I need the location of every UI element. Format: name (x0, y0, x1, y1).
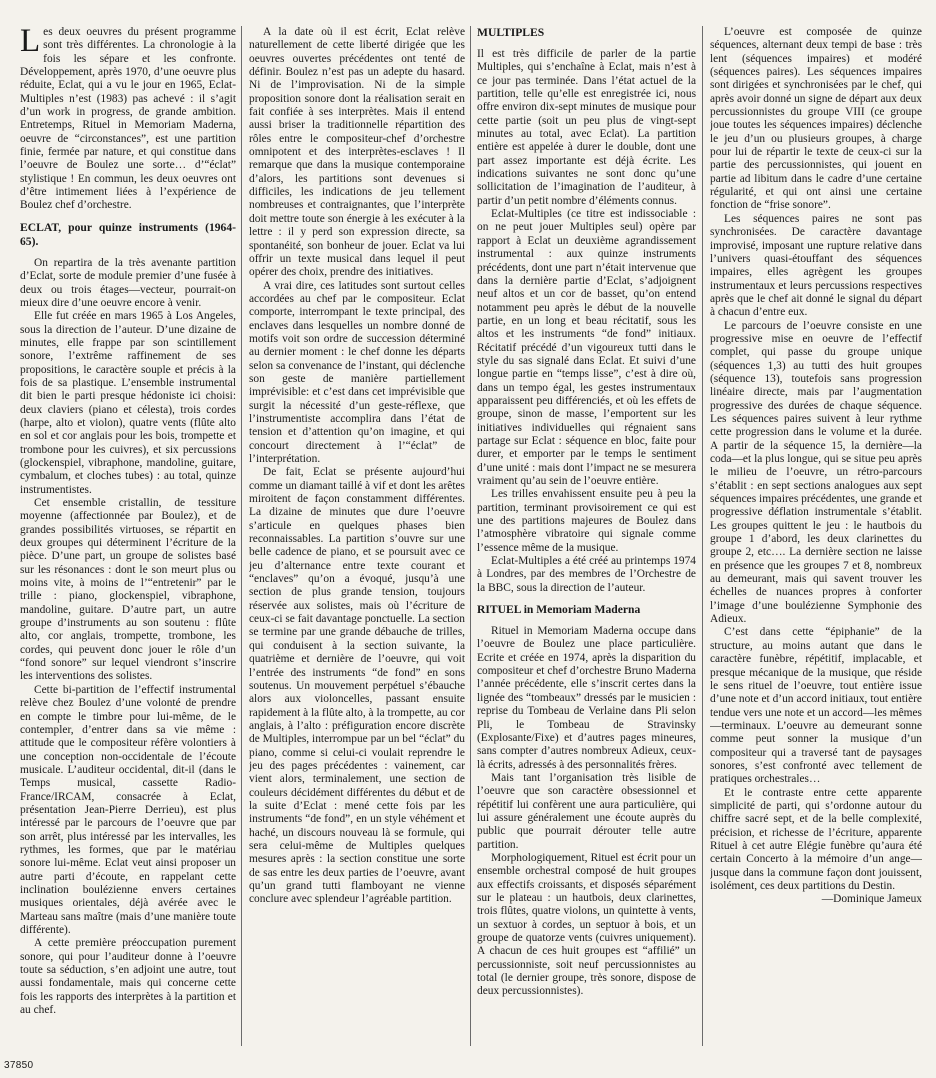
multiples-paragraph-4: Eclat-Multiples a été créé au printemps 1974 à Londres, par des membres de l’Orchestre de la BBC, sous la direction de l’auteur. (477, 555, 696, 594)
rituel-paragraph-3: Morphologiquement, Rituel est écrit pour un ensemble orchestral composé de huit groupes aux effectifs croissants, et disposés séparément sur le plateau : un hautbois, deux clarinettes, trois flûtes, quatre violons, un quintette à vents, un sextuor à cordes, un septuor à bois, et un groupe de quatorze vents (cuivres uniquement). A chacun de ces huit groupes est “affilié” un percussionniste, soit neuf percussionnistes au total (le dernier groupe, très sonore, dispose de deux percussionnistes). (477, 851, 696, 998)
intro-paragraph (20, 26, 236, 213)
eclat-paragraph-1: On repartira de la très avenante partition d’Eclat, sorte de module premier d’une fusée à deux ou trois étages—vecteur, pourrait-on mieux dire d’une oeuvre encore à venir. (20, 256, 236, 309)
author-signature: —Dominique Jameux (821, 893, 922, 906)
multiples-paragraph-2: Eclat-Multiples (ce titre est indissociable : on ne peut jouer Multiples seul) opère par rapport à Eclat un deuxième agrandissement instrumental : aux quinze instruments précédents, dont une part n’était intervenue que dans la dernière partie d’Eclat, s’adjoignent neuf altos et un cor de basset, qu’on entend notamment peu après le début de la nouvelle partie, en un long et beau récitatif, sous les altos et les instruments “de fond” initiaux. Récitatif précédé d’un vigoureux tutti dans le style du sas signalé dans Eclat. Et suivi d’une longue partie en “temps lisse”, c’est à dire où, dans un tempo égal, les gestes instrumentaux apparaissent peu différenciés, et où les effets de groupe, sinon de masse, l’emportent sur les initiatives individuelles qui régnaient sans partage sur Eclat : séquence en bloc, faite pour durer, et emporter par le temps le sentiment d’une unité : mais dont l’impact ne se mesurera vraiment qu’au sein de l’oeuvre entière. (477, 208, 696, 487)
column-4 (710, 26, 922, 1051)
eclat-paragraph-6: A la date où il est écrit, Eclat relève naturellement de cette liberté dirigée que les oeuvres ouvertes précédentes ont tenté de définir. Boulez n’est pas un adepte du hasard. Ni de l’improvisation. Ni de la simple proposition sonore dont la réalisation serait en fait confiée à ses interprètes. Mais il entend aussi briser la traditionnelle répartition des rôles entre le compositeur-chef d’orchestre omnipotent et des interprètes-esclaves ! Il remarque que dans la musique contemporaine d’alors, les partitions sont devenues si difficiles, les indications de jeu tellement nombreuses et contraignantes, que l’interprète doit mettre toute son énergie à les exécuter à la lettre : il y perd son expression directe, sa spontanéité, son bonheur de jouer. Eclat va lui offrir un texte musical dans lequel il peut opérer des choix, prendre des initiatives. (249, 26, 465, 279)
multiples-heading: MULTIPLES (477, 26, 545, 39)
eclat-paragraph-7: A vrai dire, ces latitudes sont surtout celles accordées au chef par le compositeur. Eclat comporte, interrompant le texte principal, des enclaves dans lesquelles un nombre donné de motifs voit son ordre de succession déterminé au dernier moment : le chef donne les départs selon sa convenance de l’instant, qui déclenche son geste de manière partiellement imprévisible: et c’est dans cet imprévisible que surgit la nécessité d’un geste-réflexe, que l’instrumentiste accomplira dans l’état de tension et d’attention qu’on imagine, et qui concourt directement à l’“éclat” de l’interprétation. (249, 279, 465, 465)
column-1 (20, 26, 236, 1051)
intro-text: es deux oeuvres du présent programme sont très différentes. La chronologie à la fois les sépare et les confronte. Développement, après 1970, d’une oeuvre plus réduite, Eclat, qui a vu le jour en 1965, Eclat-Multiples n’est (1983) pas achevé : il s’agit d’un work in progress, de grande ambition. Entretemps, Rituel in Memoriam Maderna, oeuvre de “circonstances”, est une partition finie, fermée par nature, et qui constitue dans l’oeuvre de Boulez une sorte… d’“éclat” stylistique ! En commun, les deux oeuvres ont d’être intimement liées à l’expérience de Boulez chef d’orchestre. (20, 26, 236, 212)
eclat-paragraph-5: A cette première préoccupation purement sonore, qui pour l’auditeur donne à l’oeuvre toute sa séduction, s’en adjoint une autre, tout aussi fondamentale, mais qui concerne cette fois les rapports des interprètes à la partition et au chef. (20, 937, 236, 1017)
eclat-paragraph-8: De fait, Eclat se présente aujourd’hui comme un diamant taillé à vif et dont les arêtes miroitent de façon constamment différentes. La dizaine de minutes que dure l’oeuvre s’articule en quelques phases bien reconnaissables. La partition s’ouvre sur une belle cadence de piano, et se poursuit avec ce jeu d’alternance entre texte courant et “enclaves” qu’on a évoqué, jusqu’à une section de plus grande tension, toujours réservée aux solistes, mais où l’écriture de ceux-ci se fait davantage ponctuelle. La section se termine par une grande débauche de trilles, qui conduisent à la section suivante, la quatrième et dernière de l’oeuvre, qui voit l’entrée des instruments “de fond” en sons soutenus. Un mouvement perpétuel s’ébauche alors aux violoncelles, passant ensuite rapidement à la flûte alto, à la trompette, au cor anglais, à l’alto : préfiguration encore discrète de Multiples, interrompue par un bel “éclat” du piano, comme si celui-ci voulait reprendre le jeu des pages précédentes : vainement, car vient alors, terminalement, une section de couleurs décidément différentes du début et de la suite d’Eclat : mené cette fois par les instruments “de fond”, en un style véhément et haché, un discours nouveau là se formule, qui sera celui-même de Multiples quelques mesures après : la section constitue une sorte de sas entre les deux parties de l’oeuvre, avant qu’un grand tutti flamboyant ne vienne conclure avec splendeur l’agréable partition. (249, 466, 465, 906)
rituel-paragraph-2: Mais tant l’organisation très lisible de l’oeuvre que son caractère obsessionnel et répétitif lui confèrent une aura particulière, qui lui assure généralement une écoute auprès du public que pourrait dérouter telle autre partition. (477, 771, 696, 851)
column-divider (470, 26, 471, 1046)
column-2 (249, 26, 465, 1051)
rituel-paragraph-1: Rituel in Memoriam Maderna occupe dans l’oeuvre de Boulez une place particulière. Ecrite et créée en 1974, après la disparition du compositeur et chef d’orchestre Bruno Maderna l’année précédente, elle s’inscrit certes dans la lignée des “tombeaux” dressés par le musicien : reprise du Tombeau de Verlaine dans Pli selon Pli, le Tombeau de Stravinsky (Explosante/Fixe) et d’autres pages mineures, sans compter d’autres nombreux Adieux, ceux-là écrits, adressés à des personnalités frères. (477, 625, 696, 771)
page-number: 37850 (4, 1060, 34, 1071)
eclat-paragraph-4: Cette bi-partition de l’effectif instrumental relève chez Boulez d’une volonté de prendre en compte le timbre pour lui-même, de le contempler, d’entrer dans sa vie même : attitude que le compositeur réfère volontiers à une conception non-occidentale de l’écoute musicale. L’auditeur occidental, dit-il (dans le Temps musical, cassette Radio-France/IRCAM, consacrée à Eclat, présentation Jean-Pierre Derrieu), est plus intéressé par le parcours de l’oeuvre que par son arrêt, plus intéressé par les intervalles, les rythmes, les formes, que par le matériau sonore lui-même. Eclat veut ainsi proposer un autre parti d’écoute, en rappelant cette inclination boulézienne envers certaines musiques orientales, déjà avérée avec le Marteau sans maître (mais d’une manière toute différente). (20, 683, 236, 936)
multiples-paragraph-1: Il est très difficile de parler de la partie Multiples, qui s’enchaîne à Eclat, mais n’est à ce jour pas terminée. Dans l’état actuel de la partition, telle qu’elle est enregistrée ici, nous offre environ dix-sept minutes de musique pour cette partie (soit un peu plus de vingt-sept minutes au total, avec Eclat). La partition entière est appelée à durer le double, dont une part assez importante est déjà écrite. Les indications suivantes ne sont donc qu’une sollicitation de l’imagination de l’auditeur, à partir d’un petit nombre d’éléments connus. (477, 48, 696, 207)
rituel-paragraph-4: L’oeuvre est composée de quinze séquences, alternant deux tempi de base : très lent (séquences impaires) et modéré (séquences paires). Les séquences impaires sont dirigées et synchronisées par le chef, qui après avoir donné un signe de départ aux deux percussionnistes du groupe VIII (ce groupe joue toutes les séquences impaires) déclenche le jeu d’un ou plusieurs groupes, à charge pour lui de répartir le texte de ceux-ci sur la partie des percussionnistes, qui jouent en partie ad libitum dans le cadre d’une certaine régularité, et qui ont ainsi une certaine fonction de “frise sonore”. (710, 26, 922, 212)
rituel-paragraph-6: Le parcours de l’oeuvre consiste en une progressive mise en oeuvre de l’effectif complet, qui passe du groupe unique (séquences 1,3) au tutti des huit groupes (séquence 13), toutefois sans progression linéaire directe, mais par l’augmentation progressive des durées de chaque séquence. Les séquences paires suivent à leur rythme cette progression dans le volume et la durée. A partir de la séquence 15, la dernière—la coda—et la plus longue, qui se situe peu après le milieu de l’oeuvre, un rétro-parcours s’établit : en sept sections analogues aux sept séquences impaires précédentes, une grande et progressive déflation instrumentale s’établit. Les groupes quittent le jeu : le hautbois du groupe 1 d’abord, les deux clarinettes du groupe 2, etc…. La dernière section ne laisse en présence que les groupes 7 et 8, nombreux au demeurant, mais qui savent trouver les échelles de nuances propres à conforter l’image d’une boulézienne Symphonie des Adieux. (710, 319, 922, 626)
column-divider (241, 26, 242, 1046)
eclat-paragraph-3: Cet ensemble cristallin, de tessiture moyenne (affectionnée par Boulez), et de grandes possibilités virtuoses, se répartit en deux groupes qui déterminent l’écriture de la pièce. D’une part, un groupe de solistes basé sur les résonances : dont le son meurt plus ou moins vite, à moins de l’“entretenir” par le trille : piano, glockenspiel, vibraphone, mandoline, guitare. D’autre part, un autre groupe d’instruments au son soutenu : flûte alto, cor anglais, trompette, trombone, les cordes, qui peuvent donc jouer le rôle d’un “fond sonore” sur lequel viendront s’inscrire les interventions des solistes. (20, 497, 236, 683)
rituel-paragraph-8: Et le contraste entre cette apparente simplicité de parti, qui s’ordonne autour du chiffre sacré sept, et de la belle complexité, précision, et richesse de l’écriture, apparente Rituel à cet autre Elégie funèbre qu’aura été certain Concerto à la mémoire d’un ange—jusque dans la commune façon dont jouissent, isolément, ces deux partitions du Destin. (710, 786, 922, 892)
rituel-paragraph-7: C’est dans cette “épiphanie” de la structure, au moins autant que dans le caractère funèbre, répétitif, implacable, et presque mécanique de la musique, que réside le sens rituel de l’oeuvre, tout entière issue d’une note et d’un accord initiaux, tout entière tendue vers une note et un accord—les mêmes—terminaux. L’oeuvre au demeurant sonne comme peut sonner la musique d’un compositeur qui a traversé tant de paysages sonores, s’est confronté avec tellement de pratiques orchestrales… (710, 626, 922, 786)
rituel-paragraph-5: Les séquences paires ne sont pas synchronisées. De caractère davantage improvisé, imposant une rupture relative dans l’univers quasi-étouffant des séquences impaires, elles agrègent les groupes instrumentaux et leurs percussions respectives après que le chef ait donné le signal du départ à chacun d’entre eux. (710, 212, 922, 319)
eclat-paragraph-2: Elle fut créée en mars 1965 à Los Angeles, sous la direction de l’auteur. D’une dizaine de minutes, elle frappe par son scintillement sonore, l’extrême raffinement de ses propositions, le caractère souple et précis à la fois de sa plastique. L’ensemble instrumental dit bien le parti presque hédoniste ici choisi: deux claviers (piano et célesta), trois cordes (harpe, alto et violon), quatre vents (flûte alto en sol et cor anglais pour les bois, trompette et trombone pour les cuivres), et six percussions (glockenspiel, vibraphone, mandoline, guitare, cymbalum, et cloches tubes) : au total, quinze instrumentistes. (20, 310, 236, 496)
column-3 (477, 26, 696, 1051)
eclat-heading: ECLAT, pour quinze instruments (1964-65). (20, 220, 236, 248)
drop-cap: L (20, 26, 41, 59)
rituel-heading: RITUEL in Memoriam Maderna (477, 603, 641, 617)
column-divider (702, 26, 703, 1046)
multiples-paragraph-3: Les trilles envahissent ensuite peu à peu la partition, terminant provisoirement ce qui est une des partitions majeures de Boulez dans l’atmosphère vibratoire qui signale comme l’essence même de la musique. (477, 488, 696, 554)
